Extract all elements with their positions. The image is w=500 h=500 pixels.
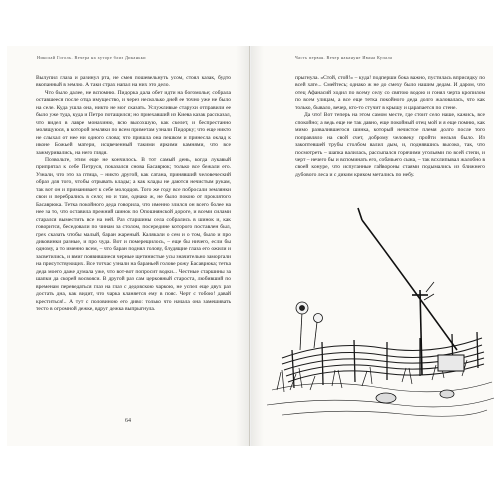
engraving-well-sweep-and-wattle-fence-icon (262, 200, 498, 428)
paragraph: прыгнула. «Стой, стой!» – куда! подперши бока важно, пустилась вприсядку по всей хате... Смейтесь; однако ж не до смеху было нашим дедам. И даром, что отец Афанасий ходил по всему селу со святою водою и гонял черта кропилом по всем улицам, а все еще тетка покойного деда долго жаловалась, что как только, бывало, вечер, кто-то стучит в крышу и царапается по стене. (295, 75, 485, 111)
paragraph: Да что! Вот теперь на этом самом месте, где стоит село наше, кажись, все спокойно; а ведь еще не так давно, еще покойный отец мой и я еще помню, как мимо развалившегося шинка, который нечистое племя долго после того поправляло на свой счет, доброму человеку пройти нельзя было. Из закоптевшей трубы столбом валил дым, и, поднявшись высоко, так, что посмотреть – шапка валилась, рассыпался горячими угольями по всей степи, и черт – нечего бы и вспоминать его, собачьего сына, – так всхлипывал жалобно в своей конуре, что испуганные гайвороны стаями подымались из ближнего дубового леса и с диким криком метались по небу. (295, 112, 485, 178)
paragraph: Позвольте, этим еще не кончилось. В тот самый день, когда лукавый припрятал к себе Петруся, показался снова Басаврюк; только все бежали его. Узнали, что это за птица, – никто другой, как сатана, принявший человеческий образ для того, чтобы отрывать клады; а как клады не даются нечистым рукам, так вот он и приманивает к себе молодцов. Того же году все побросали землянки свои и перебрались в село; но и там, однако ж, не было покою от проклятого Басаврюка. Тетка покойного деда говорила, что именно злился он всего более на нее за то, что оставила прежний шинок по Опошнянской дороге, и всеми силами старался выместить все на ней. Раз старшины села собрались в шинок и, как говорится, беседовали по чинам за столом, посередине которого поставлен был, грех сказать чтобы малый, баран жареный. Калякали о сем и о том, было и про диковинки разные, и про чуда. Вот и померещилось, – еще бы ничего, если бы одному, а то именно всем, – что баран поднял голову, блудящие глаза его ожили и засветились, и вмиг появившиеся черные щетинистые усы значительно заморгали на присутствующих. Все тотчас узнали на бараньей голове рожу Басаврюка; тетка деда моего даже думала уже, что вот-вот попросит водки... Честные старшины за шапки да скорей восвояси. В другой раз сам церковный староста, любивший по временам переведаться глаз на глаз с дедовскою чаркою, не успел еще двух раз достать дна, как видит, что чарка кланяется ему в пояс. Черт с тобою! давай креститься!.. А тут с половиною его диво: только что начала она замешивать тесто в огромной дежке, вдруг дежка выпрыгнула. (36, 156, 231, 313)
body-text (295, 75, 485, 179)
paragraph: Что было далее, не вспомню. Пидорка дала обет идти на богомолье; собрала оставшееся после отца имущество, и через несколько дней ее точно уже не было на селе. Куда ушла она, никто не мог сказать. Услужливые старухи отправили ее было уже туда, куда и Петро потащился; но приехавший из Киева казак рассказал, что видел в лавре монахиню, всю высохшую, как скелет, и беспрестанно молящуюся, в которой земляки по всем приметам узнали Пидорку; что еще никто не слыхал от нее ни одного слова; что пришла она пешком и принесла оклад к иконе Божьей матери, исцвеченный такими яркими камнями, что все зажмуривались, на него глядя. (36, 89, 231, 156)
gutter-shadow (236, 46, 264, 446)
page-number: 64 (125, 418, 131, 424)
paragraph: Вылупил глаза и разинул рта, не смея пошевельнуть усом, стоял казак, будто вкопанный в землю. А таки страх напал на них это дело. (36, 75, 231, 89)
left-page (7, 46, 250, 446)
running-head: Николай Гоголь. Вечера на хуторе близ Диканьки (37, 55, 146, 60)
running-head: Часть первая. Вечер накануне Ивана Купала (295, 55, 393, 60)
body-text (36, 75, 231, 314)
